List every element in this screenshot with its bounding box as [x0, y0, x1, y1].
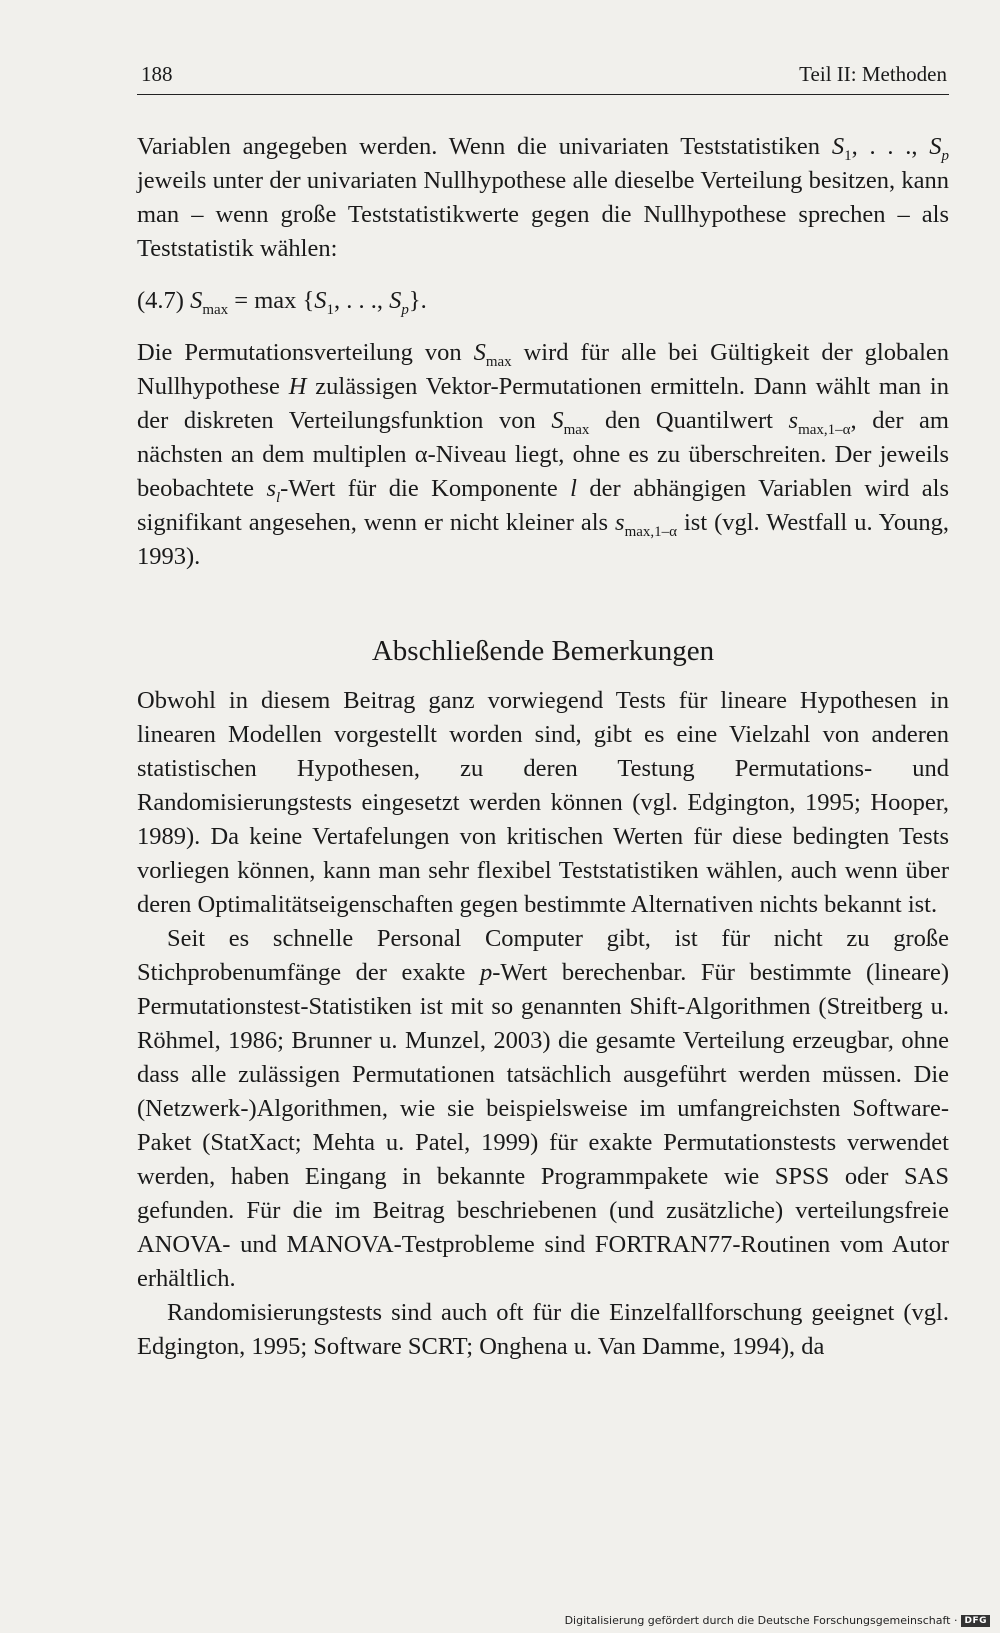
dfg-logo: DFG: [961, 1615, 990, 1627]
digitization-footer: [565, 1614, 990, 1627]
footer-text: Digitalisierung gefördert durch die Deutsche Forschungsgemeinschaft ·: [564, 1614, 958, 1627]
paragraph-1: Variablen angegeben werden. Wenn die univariaten Teststatistiken $S_1$, . . ., $S_p$ jeweils unter der univariaten Nullhypothese alle dieselbe Verteilung besitzen, kann man – wenn große Teststatistikwerte gegen die Nullhypothese sprechen – als Teststatistik wählen:: [137, 133, 949, 262]
paragraph-2: Die Permutationsverteilung von $S_{max}$ wird für alle bei Gültigkeit der globalen Nullhypothese H zulässigen Vektor-Permutationen ermitteln. Dann wählt man in der diskreten Verteilungsfunktion von $S_{max}$ den Quantilwert $s_{max,1-\alpha}$, der am nächsten an dem multiplen α-Niveau liegt, ohne es zu überschreiten. Der jeweils beobachtete $s_l$-Wert für die Komponente l der abhängigen Variablen wird als signifikant angesehen, wenn er nicht kleiner als $s_{max,1-\alpha}$ ist (vgl. Westfall u. Young, 1993).: [137, 339, 949, 570]
paragraph-5: Randomisierungstests sind auch oft für die Einzelfallforschung geeignet (vgl. Edgington, 1995; Software SCRT; Onghena u. Van Damme, 1994), da: [137, 1299, 949, 1360]
section-title: Teil II: Methoden: [799, 62, 947, 86]
section-heading: Abschließende Bemerkungen: [371, 635, 715, 667]
running-header: [141, 62, 947, 87]
body-text: [137, 130, 949, 1364]
header-rule: [137, 94, 949, 95]
page-number: 188: [141, 62, 173, 86]
paragraph-4: Seit es schnelle Personal Computer gibt, ist für nicht zu große Stichprobenumfänge der exakte p-Wert berechenbar. Für bestimmte (lineare) Permutationstest-Statistiken ist mit so genannten Shift-Algorithmen (Streitberg u. Röhmel, 1986; Brunner u. Munzel, 2003) die gesamte Verteilung erzeugbar, ohne dass alle zulässigen Permutationen tatsächlich ausgeführt werden müssen. Die (Netzwerk-)Algorithmen, wie sie beispielsweise im umfangreichsten Software-Paket (StatXact; Mehta u. Patel, 1999) für exakte Permutationstests verwendet werden, haben Eingang in bekannte Programmpakete wie SPSS oder SAS gefunden. Für die im Beitrag beschriebenen (und zusätzliche) verteilungsfreie ANOVA- und MANOVA-Testprobleme sind FORTRAN77-Routinen vom Autor erhältlich.: [137, 925, 950, 1292]
formula-4-7: (4.7) $S_{max} = \max \{S_1$, . . ., $S_p$}.: [137, 287, 427, 318]
paragraph-3: Obwohl in diesem Beitrag ganz vorwiegend Tests für lineare Hypothesen in linearen Modellen vorgestellt worden sind, gibt es eine Vielzahl von anderen statistischen Hypothesen, zu deren Testung Permutations- und Randomisierungstests eingesetzt werden können (vgl. Edgington, 1995; Hooper, 1989). Da keine Vertafelungen von kritischen Werten für diese bedingten Tests vorliegen können, kann man sehr flexibel Teststatistiken wählen, auch wenn über deren Optimalitätseigenschaften gegen bestimmte Alternativen nichts bekannt ist.: [137, 687, 949, 918]
